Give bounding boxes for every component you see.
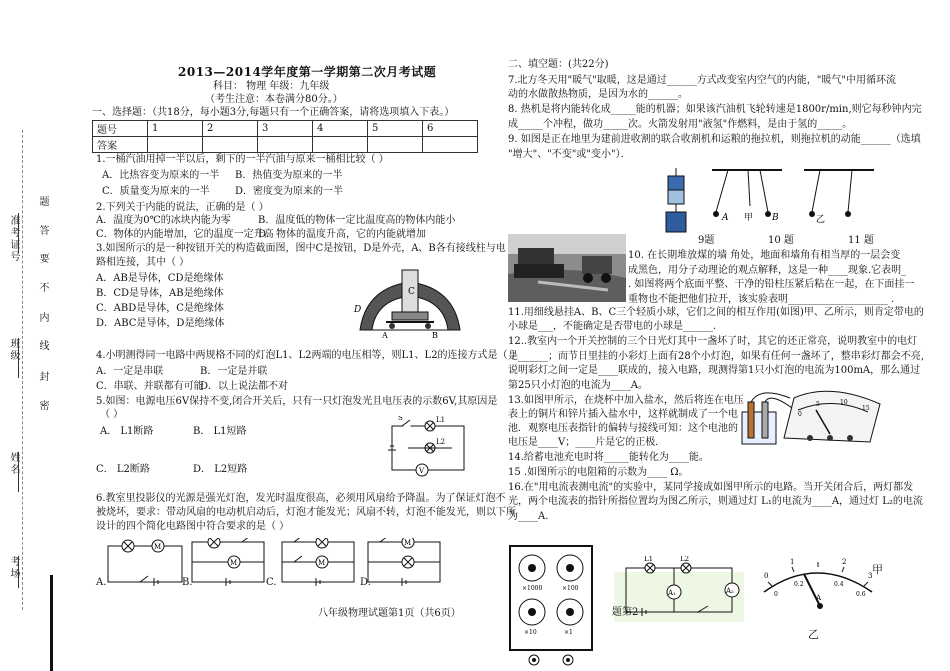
q13-line4: 电压是____V；____片是它的正极． [508,437,666,448]
q13-line3: 池．观察电压表指针的偏转与接线可知：这个电池的 [508,423,738,434]
q6-circuit-a [98,538,190,586]
q6-circuit-d [360,538,452,586]
answer-cell[interactable] [368,137,423,153]
q3-option-c: C．ABD是导体，C是绝缘体 [96,303,224,314]
answer-cell[interactable] [423,137,478,153]
fig10-caption: 10 题 [768,235,794,246]
class-label: 班级 [8,338,19,362]
q9-line2: "增大"、"不变"或"变小"）． [508,149,631,160]
yi-caption: 乙 [808,628,819,641]
switch-label: S [398,416,403,422]
exam-note: （考生注意：本卷满分80分。） [205,94,343,105]
seal-char: 要 [37,253,48,265]
table-cell: 1 [148,121,203,137]
q1-option-b: B．热值变为原来的一半 [235,170,343,181]
motor-label: M [404,539,412,547]
fill-line [18,213,19,253]
q2-option-c: C．物体的内能增加，它的温度一定升高 [96,229,274,240]
q16-line3: 为____A. [508,511,549,522]
label-a: A [382,331,388,340]
a2-meter-label: A₂ [726,587,734,595]
answer-cell[interactable] [258,137,313,153]
answer-cell[interactable] [203,137,258,153]
fig11-caption: 11 题 [848,235,874,246]
label-c: C [408,287,415,297]
exam-no-label: 准考证号 [8,215,19,263]
vscale-0: 0 [798,411,802,418]
q1-stem: 1.一桶汽油用掉一半以后，剩下的一半汽油与原来一桶相比较（ ） [96,154,389,165]
table-cell: 3 [258,121,313,137]
motor-label: M [230,559,238,567]
q4-option-a: A．一定是串联 [96,366,164,377]
table-cell: 5 [368,121,423,137]
q6-stem-cont2: 设计的四个简化电路图中符合要求的是（ ） [96,521,290,532]
q4-option-d: D．以上说法都不对 [200,381,289,392]
name-label: 姓名 [8,452,19,476]
q5-paren: （ ） [100,409,124,420]
salt-water-battery-figure [740,388,890,452]
vscale-5: 5 [816,401,820,408]
seal-char: 密 [37,400,48,412]
q13-line1: 13.如图甲所示，在烧杯中加入盐水，然后将连在电压 [508,395,744,406]
lead-cylinders-figure [660,168,692,238]
q16-line1: 16.在"用电流表测电流"的实验中，某同学接成如图甲所示的电路。当开关闭合后，两灯都发 [508,482,914,493]
q8-line2: 成_____个冲程，做功_____次。火箭发射用"液氢"作燃料，是由于氢的_____。 [508,119,853,130]
dial-mult-1000: ×1000 [522,585,543,592]
answer-table [92,120,478,153]
resistance-box-figure [508,544,594,668]
q3-stem: 3.如图所示的是一种按钮开关的构造截面图，图中C是按钮，D是外壳，A、B各有接线柱与电 [96,243,506,254]
q13-line2: 表上的铜片和锌片插入盐水中，这样就制成了一个电 [508,409,738,420]
table-cell: 4 [313,121,368,137]
section2-heading: 二、填空题：(共22分) [508,59,609,70]
tick-1: 1 [790,558,795,566]
motor-label: M [318,559,326,567]
q6-option-c: C. [266,577,277,588]
dial-mult-1: ×1 [564,629,573,636]
yi-label: 乙 [816,215,826,225]
q6-option-a: A. [96,577,107,588]
q5-stem: 5.如图：电源电压6V保持不变,闭合开关后，只有一只灯泡发光且电压表的示数6V,其原因是 [96,396,498,407]
ball-b-label: B [772,213,779,223]
q3-option-a: A．AB是导体，CD是绝缘体 [96,273,224,284]
q6-stem-cont: 被烧坏，要求：带动风扇的电动机启动后，灯泡才能发光；风扇不转，灯泡不能发光，则以下所 [96,507,516,518]
motor-label: M [154,543,162,551]
q6-option-b: B. [182,577,193,588]
q12-line3: 说明彩灯之间一定是____联成的，接入电路，现测得第1只小灯泡的电流为100mA，那么通过 [508,365,921,376]
seal-line [22,130,23,610]
q4-stem: 4.小明测得同一电路中两规格不同的灯泡L1、L2两端的电压相等，则L1、L2的连接方式是（ ） [96,350,521,361]
l2-label: L2 [436,438,446,446]
l2-label: L2 [680,556,690,563]
seal-char: 不 [37,282,48,294]
vscale-10: 10 [840,399,848,406]
q1-option-a: A．比热容变为原来的一半 [102,170,220,181]
q7-line1: 7.北方冬天用"暖气"取暖，这是通过______方式改变室内空气的内能，"暖气"中用循环流 [508,75,896,86]
q9-line1: 9. 如图是正在地里为建前进收割的联合收割机和运粮的拖拉机，则拖拉机的动能______（选填 [508,134,921,145]
jia-label: 甲 [744,213,754,223]
table-row [93,121,478,137]
answer-cell[interactable] [313,137,368,153]
voltmeter-label: V [419,467,425,475]
tick-2: 2 [842,558,847,566]
q6-circuit-c [274,538,366,586]
q1-option-d: D．密度变为原来的一半 [235,186,344,197]
fill-line [18,452,19,492]
q11-line2: 小球是___，不能确定是否带电的小球是______. [508,321,717,332]
q10-line3: . 如图将两个底面平整、干净的铅柱压紧后粘在一起，在下面挂一 [628,279,915,290]
jia-caption: 甲 [872,563,883,576]
fill-line [18,556,19,588]
l1-label: L1 [644,556,654,563]
binding-bar [50,575,53,671]
q10-line1: 10. 在长期堆放煤的墙 角处，地面和墙角有相当厚的一层会变 [628,250,901,261]
label-b: B [432,331,438,340]
charged-balls-jia-figure [708,168,786,230]
table-cell: 2 [203,121,258,137]
section1-heading: 一、选择题：（共18分，每小题3分,每题只有一个正确答案，请将选项填入下表。） [92,107,455,118]
subtick-02: 0.2 [794,581,804,588]
seal-char: 题 [37,196,48,208]
page-footer: 八年级物理试题第1页（共6页） [318,608,461,619]
seal-char: 线 [37,340,48,352]
seal-char: 答 [37,225,48,237]
q8-line1: 8. 热机是将内能转化成_____能的机器；如果该汽油机飞轮转速是1800r/min,则它每秒钟内完 [508,104,922,115]
ball-a-label: A [722,213,729,223]
q6-circuit-b [184,538,276,586]
q12-line1: 12..教室内一个开关控制的三个日光灯其中一盏坏了时，其它的还正常亮，说明教室中的电灯 [508,336,918,347]
q5-circuit-figure [378,416,470,480]
q5-option-d: D． L2短路 [193,464,248,475]
q5-option-a: A． L1断路 [100,426,154,437]
table-cell: 题号 [93,121,148,137]
answer-cell[interactable] [148,137,203,153]
table-cell: 答案 [93,137,148,153]
room-label: 考场 [8,556,19,580]
q11-line1: 11.用细线悬挂A、B、C三个轻质小球，它们之间的相互作用(如图)甲、乙所示，则肯定带电的 [508,307,924,318]
q15-line: 15 .如图所示的电阻箱的示数为____ Ω。 [508,467,689,478]
tick-0: 0 [764,572,769,580]
subtick-04: 0.4 [834,581,844,588]
fill-line [18,338,19,378]
button-switch-figure [352,268,470,340]
tick-3: 3 [868,572,873,580]
subject-line: 科目： 物理 年级：九年级 [213,81,330,92]
q16-line2: 光，两个电流表的指针所指位置均为图乙所示，则通过灯 L₁的电流为____A，通过灯 L₂的电流 [508,496,923,507]
q2-stem: 2.下列关于内能的说法，正确的是（ ） [96,202,269,213]
q2-option-d: D．物体的温度升高，它的内能就增加 [258,229,427,240]
l1-label: L1 [436,416,446,424]
page-title: 2013—2014学年度第一学期第二次月考试题 [178,65,437,79]
q5-option-c: C． L2断路 [96,464,150,475]
dial-mult-10: ×10 [524,629,537,636]
q10-line2: 成黑色，用分子动理论的观点解释，这是一种____现象.它表明_ [628,265,907,276]
q1-option-c: C．质量变为原来的一半 [102,186,210,197]
label-d: D [354,305,362,315]
q3-option-b: B．CD是导体，AB是绝缘体 [96,288,224,299]
q4-option-b: B．一定是并联 [200,366,268,377]
subtick-0: 0 [774,591,778,598]
harvester-photo [508,234,626,302]
q12-line2: 是______；而节日里挂的小彩灯上面有28个小灯泡，如果有任何一盏坏了，整串彩灯都会不亮, [508,351,924,362]
q2-option-a: A．温度为0℃的冰块内能为零 [96,215,231,226]
seal-char: 内 [37,312,48,324]
q14-line: 14.给蓄电池充电时将_____能转化为____能。 [508,452,709,463]
fig9-caption: 9题 [698,235,715,246]
a1-meter-label: A₁ [668,589,676,597]
ammeter-dial-figure [752,554,882,618]
q3-option-d: D．ABC是导体，D是绝缘体 [96,318,225,329]
vscale-15: 15 [862,405,870,412]
q3-stem-cont: 路相连接，其中（ ） [96,257,190,268]
q12-line4: 第25只小灯泡的电流为____A。 [508,380,648,391]
q5-option-b: B． L1短路 [193,426,247,437]
table-row [93,137,478,153]
unit-a: A [816,594,822,602]
page-footer-right: 题第2 [612,607,639,618]
table-cell: 6 [423,121,478,137]
q10-line4: 重物也不能把他们拉开，该实验表明____________________ . [628,294,895,305]
q4-option-c: C．串联、并联都有可能 [96,381,204,392]
charged-balls-yi-figure [800,168,878,230]
subtick-06: 0.6 [856,591,866,598]
seal-char: 封 [37,371,48,383]
q6-stem: 6.教室里投影仪的光源是强光灯泡，发光时温度很高，必须用风扇给予降温。为了保证灯泡不 [96,493,506,504]
q2-option-b: B．温度低的物体一定比温度高的物体内能小 [258,215,456,226]
dial-mult-100: ×100 [562,585,579,592]
q7-line2: 动的水做散热物质，是因为水的______。 [508,89,688,100]
q6-option-d: D. [360,577,371,588]
